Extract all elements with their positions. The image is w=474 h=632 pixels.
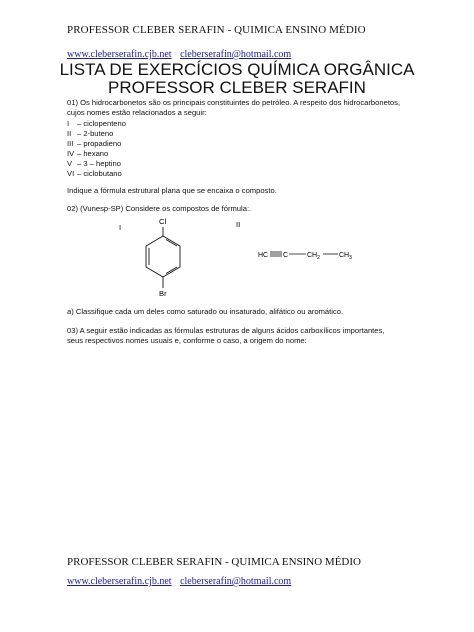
label-compound-1: I <box>119 223 122 232</box>
list-item-name: – ciclopenteno <box>77 119 126 128</box>
formula-c: C <box>283 252 289 259</box>
question-1 <box>67 98 400 118</box>
ring-hexagon <box>146 236 180 277</box>
list-item <box>67 119 126 129</box>
question-3 <box>67 326 407 346</box>
footer-website-link[interactable]: www.cleberserafin.cjb.net <box>67 576 172 587</box>
formula-ch2: $CH_2$ <box>307 252 320 261</box>
structures-figure <box>60 212 380 302</box>
list-item-number: VI <box>67 169 75 178</box>
footer-links <box>67 576 297 587</box>
header-links <box>67 49 297 60</box>
question-2a: a) Classifique cada um deles como saturado ou insaturado, alifático ou aromático. <box>67 307 344 316</box>
butyne-formula <box>258 252 352 261</box>
question-3-line1: 03) A seguir estão indicadas as fórmulas estruturas de alguns ácidos carboxílicos importantes, <box>67 326 385 335</box>
doc-title-line2: PROFESSOR CLEBER SERAFIN <box>108 78 366 97</box>
list-item <box>67 129 126 139</box>
triple-bond <box>270 252 282 256</box>
doc-title-line1: LISTA DE EXERCÍCIOS QUÍMICA ORGÂNICA <box>59 60 415 79</box>
list-item <box>67 159 126 169</box>
formula-hc: HC <box>258 252 269 259</box>
chlorine-label: Cl <box>159 217 167 226</box>
list-item-name: – ciclobutano <box>77 169 122 178</box>
formula-ch3: $CH_3$ <box>339 252 352 261</box>
compound-list <box>67 119 126 179</box>
list-item <box>67 169 126 179</box>
list-item-name: – 2-buteno <box>77 129 114 138</box>
question-1-instruction: Indique a fórmula estrutural plana que se encaixa o composto. <box>67 186 277 195</box>
list-item-number: IV <box>67 149 75 158</box>
list-item-number: III <box>67 139 74 148</box>
list-item <box>67 139 126 149</box>
bromine-label: Br <box>159 289 167 298</box>
question-2: 02) (Vunesp-SP) Considere os compostos de fórmula:. <box>67 204 252 213</box>
website-link[interactable]: www.cleberserafin.cjb.net <box>67 49 172 60</box>
list-item <box>67 149 126 159</box>
page-header: PROFESSOR CLEBER SERAFIN - QUIMICA ENSINO MÉDIO <box>67 24 366 36</box>
question-1-line1: 01) Os hidrocarbonetos são os principais constituintes do petróleo. A respeito dos hidrocarbonetos, <box>67 98 401 107</box>
list-item-number: V <box>67 159 73 168</box>
question-3-line2: seus respectivos nomes usuais e, conforme o caso, a origem do nome: <box>67 336 307 345</box>
list-item-number: I <box>67 119 70 128</box>
list-item-name: – 3 – heptino <box>77 159 121 168</box>
page-footer: PROFESSOR CLEBER SERAFIN - QUIMICA ENSINO MÉDIO <box>67 556 361 568</box>
list-item-name: – propadieno <box>77 139 122 148</box>
question-1-line2: cujos nomes estão relacionados a seguir: <box>67 108 207 117</box>
benzene-ring <box>146 227 180 288</box>
email-link[interactable]: cleberserafin@hotmail.com <box>180 49 292 60</box>
label-compound-2: II <box>236 220 241 229</box>
list-item-number: II <box>67 129 72 138</box>
list-item-name: – hexano <box>77 149 109 158</box>
footer-email-link[interactable]: cleberserafin@hotmail.com <box>180 576 292 587</box>
